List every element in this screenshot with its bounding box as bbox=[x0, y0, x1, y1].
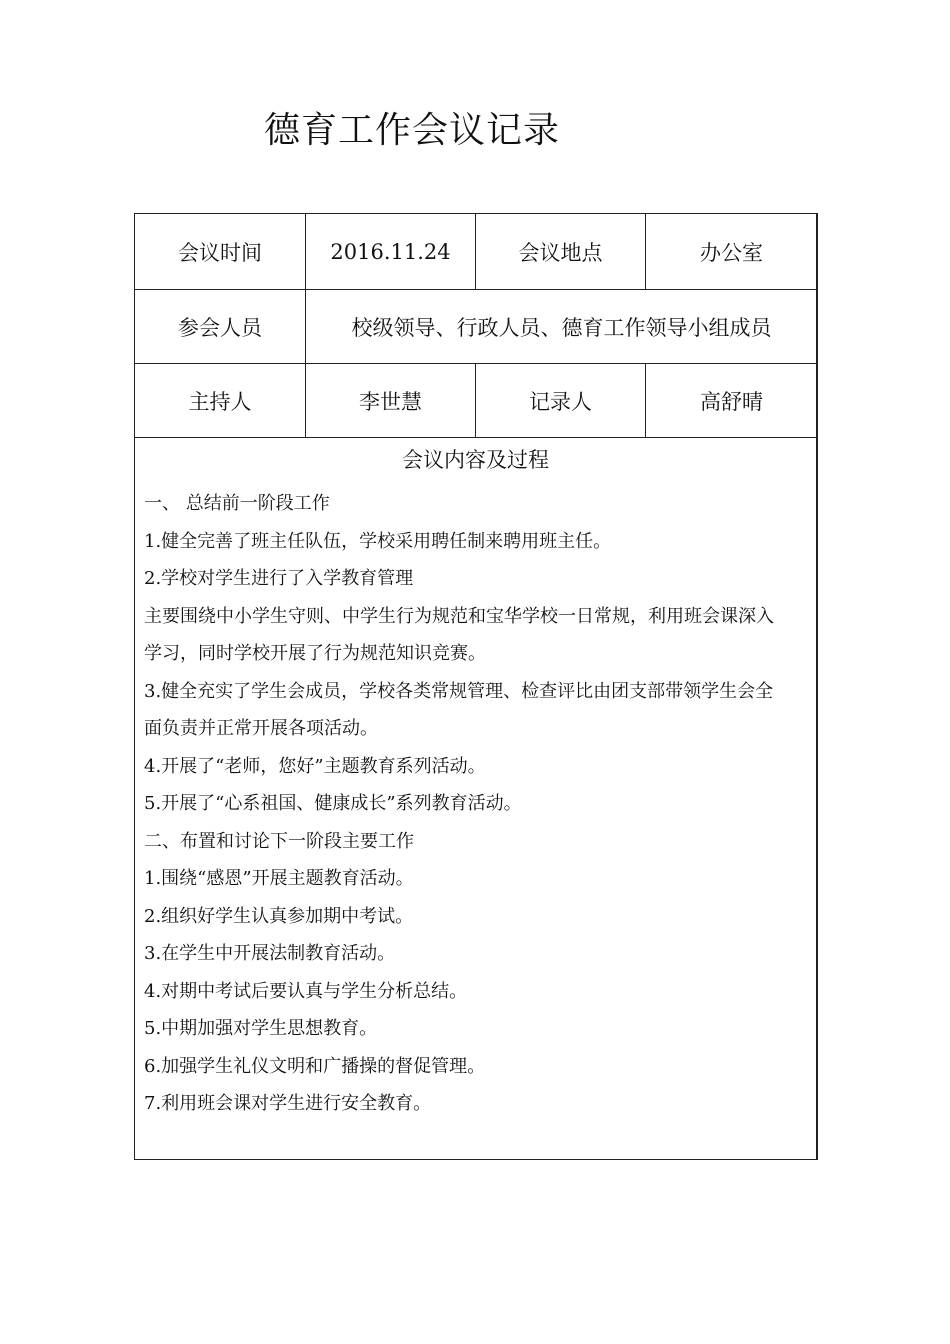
content-line: 4.对期中考试后要认真与学生分析总结。 bbox=[144, 981, 468, 1002]
meeting-content bbox=[135, 437, 816, 1114]
document-title: 德育工作会议记录 bbox=[264, 110, 561, 151]
meeting-record-table bbox=[134, 213, 818, 1160]
time-label: 会议时间 bbox=[178, 240, 262, 265]
content-heading: 会议内容及过程 bbox=[402, 448, 549, 472]
content-line: 4.开展了“老师，您好”主题教育系列活动。 bbox=[144, 756, 486, 777]
place-label: 会议地点 bbox=[475, 214, 645, 289]
row-host-recorder bbox=[135, 364, 816, 438]
row-time-place bbox=[135, 214, 816, 290]
content-line: 学习，同时学校开展了行为规范知识竞赛。 bbox=[144, 643, 486, 664]
content-line: 1.健全完善了班主任队伍，学校采用聘任制来聘用班主任。 bbox=[144, 531, 612, 552]
attendees-label: 参会人员 bbox=[178, 315, 262, 340]
content-line: 6.加强学生礼仪文明和广播操的督促管理。 bbox=[144, 1056, 486, 1077]
host-label: 主持人 bbox=[188, 389, 252, 414]
row-attendees bbox=[135, 290, 816, 364]
attendees-value: 校级领导、行政人员、德育工作领导小组成员 bbox=[305, 290, 817, 363]
place-value: 办公室 bbox=[645, 214, 817, 289]
content-line: 3.在学生中开展法制教育活动。 bbox=[144, 943, 396, 964]
recorder-value: 高舒晴 bbox=[645, 364, 817, 437]
content-line: 2.组织好学生认真参加期中考试。 bbox=[144, 906, 414, 927]
content-line: 2.学校对学生进行了入学教育管理 bbox=[144, 568, 414, 589]
content-line: 5.中期加强对学生思想教育。 bbox=[144, 1018, 378, 1039]
content-line: 一、 总结前一阶段工作 bbox=[144, 493, 330, 514]
time-value: 2016.11.24 bbox=[305, 214, 475, 289]
recorder-label: 记录人 bbox=[475, 364, 645, 437]
content-line: 1.围绕“感恩”开展主题教育活动。 bbox=[144, 868, 414, 889]
content-line: 3.健全充实了学生会成员，学校各类常规管理、检查评比由团支部带领学生会全 bbox=[144, 681, 774, 702]
content-line: 7.利用班会课对学生进行安全教育。 bbox=[144, 1093, 432, 1114]
content-line: 二、布置和讨论下一阶段主要工作 bbox=[144, 831, 414, 852]
content-line: 5.开展了“心系祖国、健康成长”系列教育活动。 bbox=[144, 793, 522, 814]
host-value: 李世慧 bbox=[305, 364, 475, 437]
content-line: 面负责并正常开展各项活动。 bbox=[144, 718, 378, 739]
content-line: 主要围绕中小学生守则、中学生行为规范和宝华学校一日常规，利用班会课深入 bbox=[144, 606, 774, 627]
